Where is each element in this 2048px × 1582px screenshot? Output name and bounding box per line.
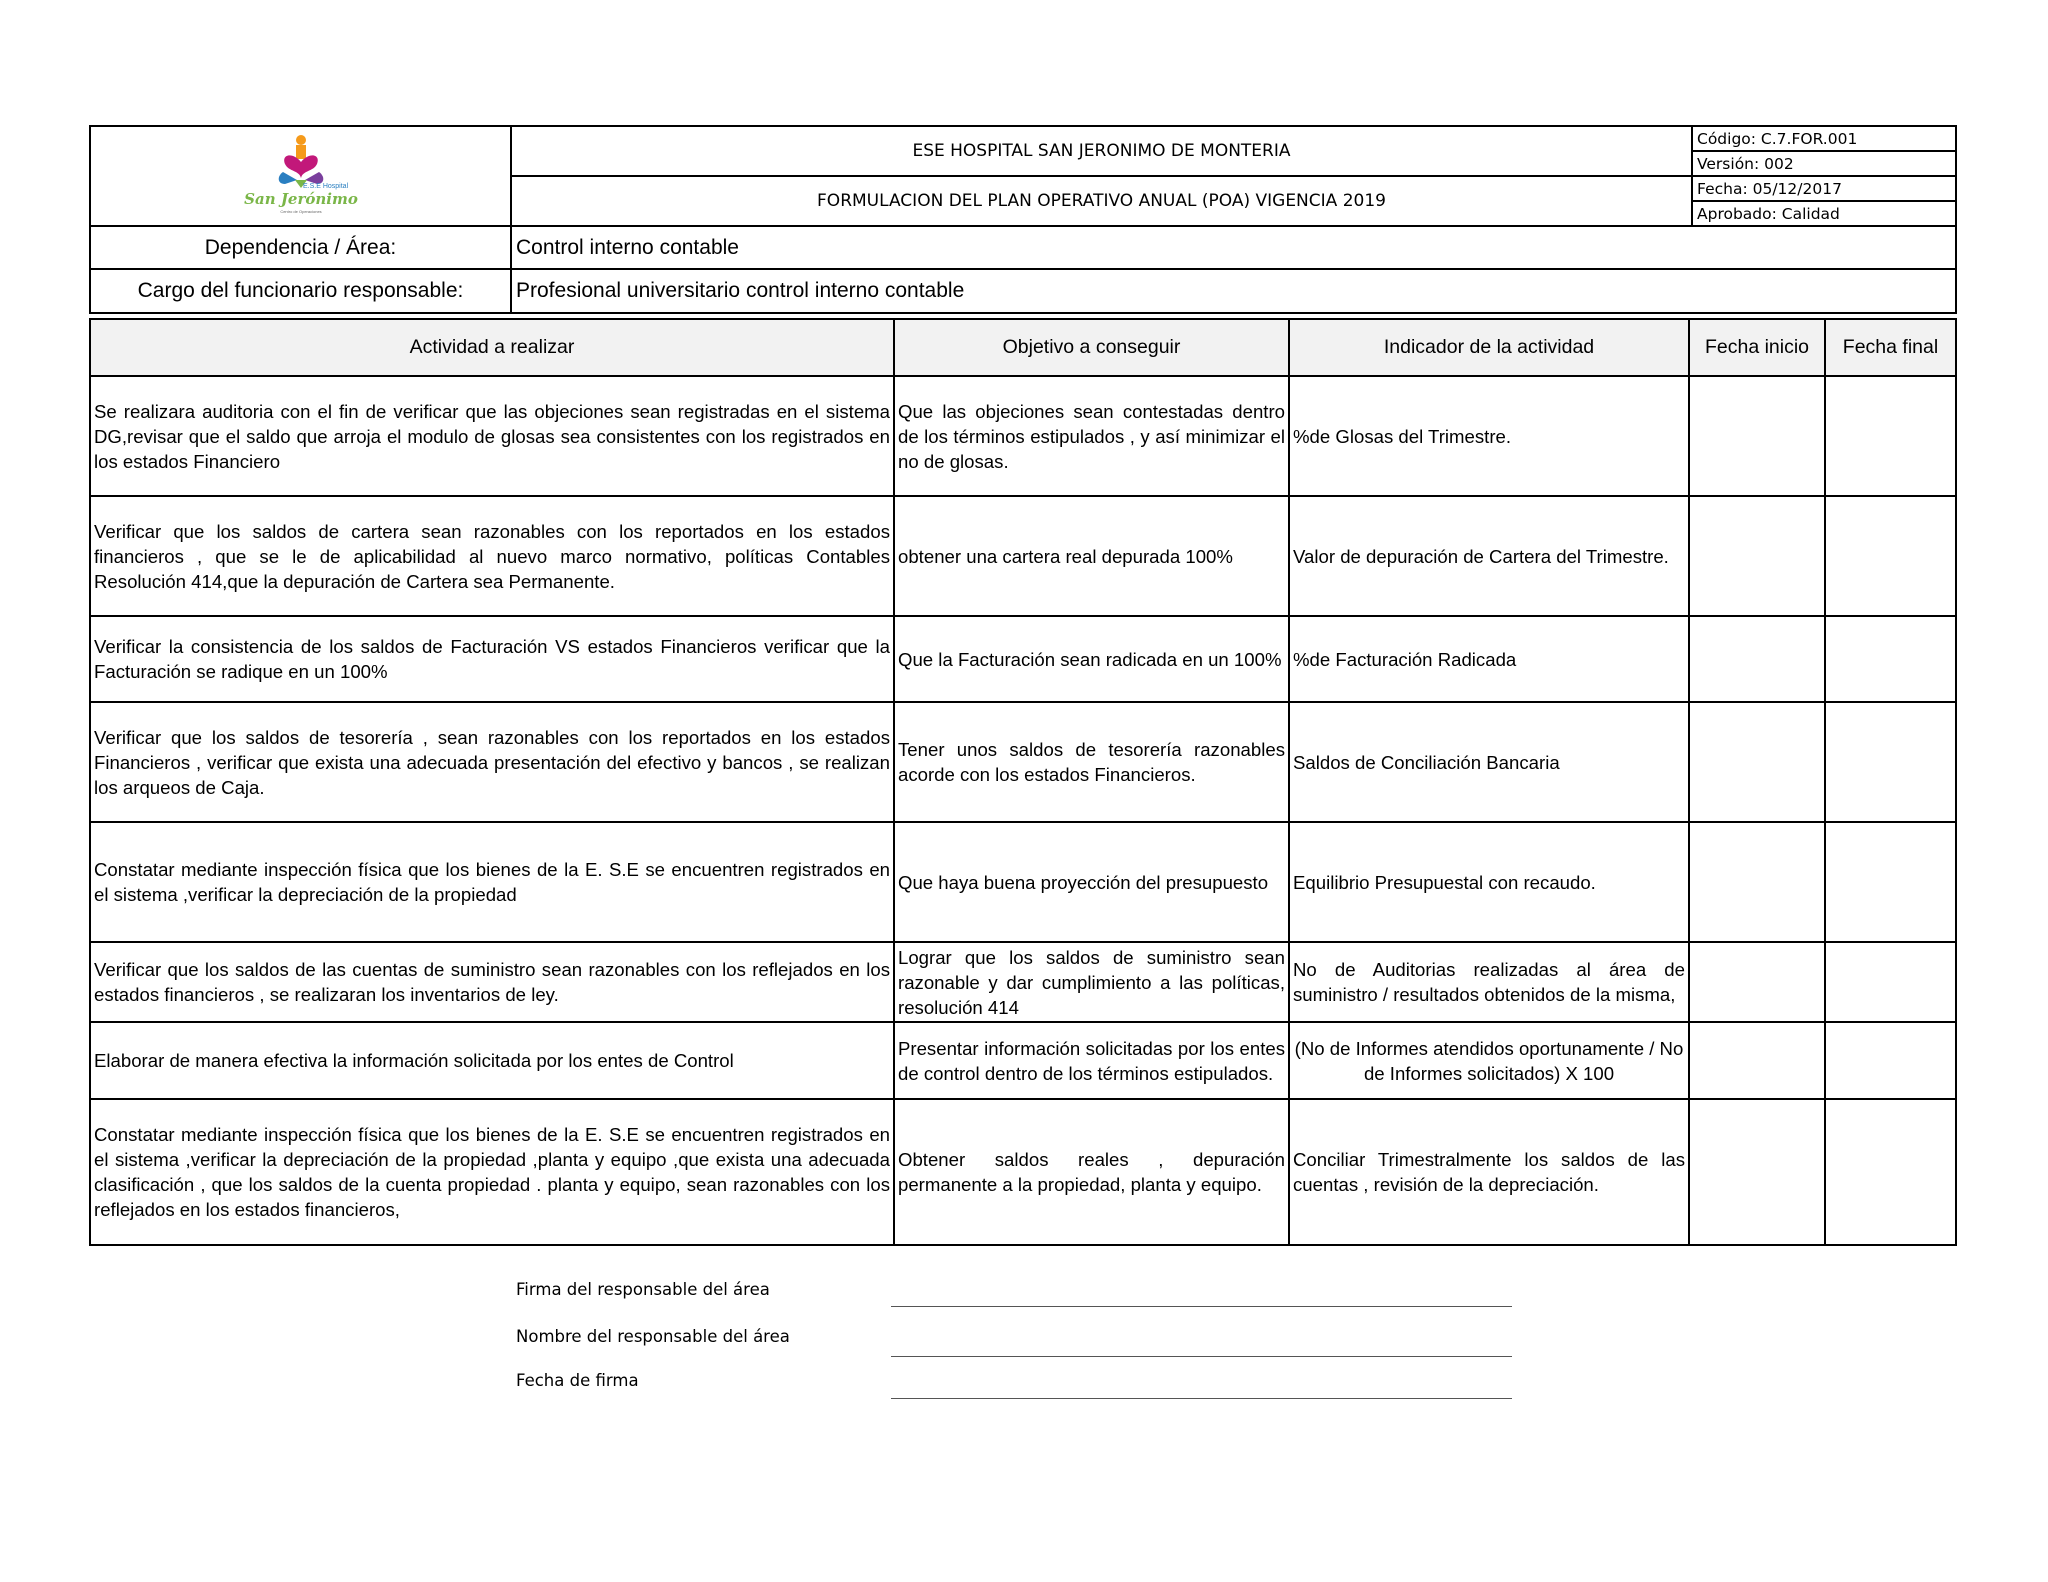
logo-line-1: E.S.E Hospital <box>302 182 348 190</box>
cell-indicador: Equilibrio Presupuestal con recaudo. <box>1289 822 1689 942</box>
cell-indicador: No de Auditorias realizadas al área de suministro / resultados obtenidos de la misma, <box>1289 942 1689 1022</box>
table-row <box>90 1099 1956 1245</box>
column-header-fecha-inicio: Fecha inicio <box>1689 319 1825 376</box>
cell-fecha-final[interactable] <box>1825 702 1956 822</box>
table-row <box>90 616 1956 702</box>
cell-actividad: Verificar que los saldos de las cuentas de suministro sean razonables con los reflejados en los estados financieros , se realizaran los inventarios de ley. <box>90 942 894 1022</box>
cell-fecha-inicio[interactable] <box>1689 1022 1825 1099</box>
cell-actividad: Verificar que los saldos de cartera sean razonables con los reportados en los estados financieros , que se le de aplicabilidad al nuevo marco normativo, políticas Contables Resolución 414,que la depuración de Cartera sea Permanente. <box>90 496 894 616</box>
cell-fecha-final[interactable] <box>1825 942 1956 1022</box>
table-row <box>90 702 1956 822</box>
table-header-row <box>90 319 1956 376</box>
cell-indicador: Conciliar Trimestralmente los saldos de las cuentas , revisión de la depreciación. <box>1289 1099 1689 1245</box>
cell-fecha-inicio[interactable] <box>1689 616 1825 702</box>
cell-indicador: Saldos de Conciliación Bancaria <box>1289 702 1689 822</box>
cell-actividad: Elaborar de manera efectiva la información solicitada por los entes de Control <box>90 1022 894 1099</box>
cell-objetivo: Que haya buena proyección del presupuesto <box>894 822 1289 942</box>
cell-fecha-inicio[interactable] <box>1689 1099 1825 1245</box>
hospital-logo <box>90 126 511 226</box>
cell-fecha-inicio[interactable] <box>1689 376 1825 496</box>
cell-indicador: (No de Informes atendidos oportunamente / No de Informes solicitados) X 100 <box>1289 1022 1689 1099</box>
form-date: Fecha: 05/12/2017 <box>1692 176 1956 201</box>
cell-actividad: Verificar que los saldos de tesorería , sean razonables con los reportados en los estados Financieros , verificar que exista una adecuada presentación del efectivo y bancos , se realizan los arqueos de Caja. <box>90 702 894 822</box>
cell-objetivo: Que las objeciones sean contestadas dentro de los términos estipulados , y así minimizar el no de glosas. <box>894 376 1289 496</box>
column-header-indicador: Indicador de la actividad <box>1289 319 1689 376</box>
column-header-fecha-final: Fecha final <box>1825 319 1956 376</box>
table-row <box>90 376 1956 496</box>
signature-label-firma: Firma del responsable del área <box>516 1280 770 1299</box>
form-approved: Aprobado: Calidad <box>1692 201 1956 226</box>
table-row <box>90 496 1956 616</box>
cell-fecha-final[interactable] <box>1825 376 1956 496</box>
cell-objetivo: Lograr que los saldos de suministro sean razonable y dar cumplimiento a las políticas, resolución 414 <box>894 942 1289 1022</box>
cell-objetivo: Tener unos saldos de tesorería razonables acorde con los estados Financieros. <box>894 702 1289 822</box>
cell-fecha-inicio[interactable] <box>1689 702 1825 822</box>
dependencia-value: Control interno contable <box>511 226 1956 269</box>
activities-table <box>89 318 1957 1246</box>
cell-fecha-final[interactable] <box>1825 1022 1956 1099</box>
cell-fecha-inicio[interactable] <box>1689 822 1825 942</box>
cell-fecha-final[interactable] <box>1825 616 1956 702</box>
column-header-actividad: Actividad a realizar <box>90 319 894 376</box>
cell-objetivo: Que la Facturación sean radicada en un 100% <box>894 616 1289 702</box>
institution-name: ESE HOSPITAL SAN JERONIMO DE MONTERIA <box>511 126 1692 176</box>
cell-actividad: Constatar mediante inspección física que los bienes de la E. S.E se encuentren registrados en el sistema ,verificar la depreciación de la propiedad ,planta y equipo ,que exista una adecuada clasificación , que los saldos de la cuenta propiedad . planta y equipo, sean razonables con los reflejados en los estados financieros, <box>90 1099 894 1245</box>
form-code: Código: C.7.FOR.001 <box>1692 126 1956 151</box>
signature-label-fecha: Fecha de firma <box>516 1371 639 1390</box>
table-row <box>90 942 1956 1022</box>
cell-fecha-inicio[interactable] <box>1689 942 1825 1022</box>
cargo-label: Cargo del funcionario responsable: <box>90 269 511 313</box>
cell-actividad: Verificar la consistencia de los saldos de Facturación VS estados Financieros verificar que la Facturación se radique en un 100% <box>90 616 894 702</box>
table-row <box>90 1022 1956 1099</box>
form-version: Versión: 002 <box>1692 151 1956 176</box>
cell-fecha-final[interactable] <box>1825 822 1956 942</box>
table-row <box>90 822 1956 942</box>
cell-objetivo: Presentar información solicitadas por los entes de control dentro de los términos estipulados. <box>894 1022 1289 1099</box>
cell-indicador: Valor de depuración de Cartera del Trimestre. <box>1289 496 1689 616</box>
cell-actividad: Constatar mediante inspección física que los bienes de la E. S.E se encuentren registrados en el sistema ,verificar la depreciación de la propiedad <box>90 822 894 942</box>
signature-line-fecha[interactable] <box>891 1398 1512 1399</box>
form-title: FORMULACION DEL PLAN OPERATIVO ANUAL (POA) VIGENCIA 2019 <box>511 176 1692 226</box>
cell-indicador: %de Glosas del Trimestre. <box>1289 376 1689 496</box>
cell-fecha-final[interactable] <box>1825 1099 1956 1245</box>
cell-indicador: %de Facturación Radicada <box>1289 616 1689 702</box>
cell-objetivo: obtener una cartera real depurada 100% <box>894 496 1289 616</box>
cargo-value: Profesional universitario control interno contable <box>511 269 1956 313</box>
signature-label-nombre: Nombre del responsable del área <box>516 1327 790 1346</box>
form-header <box>89 125 1957 314</box>
dependencia-label: Dependencia / Área: <box>90 226 511 269</box>
cell-actividad: Se realizara auditoria con el fin de verificar que las objeciones sean registradas en el sistema DG,revisar que el saldo que arroja el modulo de glosas sea consistentes con los registrados en los estados Financiero <box>90 376 894 496</box>
signature-line-nombre[interactable] <box>891 1356 1512 1357</box>
column-header-objetivo: Objetivo a conseguir <box>894 319 1289 376</box>
cell-fecha-inicio[interactable] <box>1689 496 1825 616</box>
hospital-logo-icon <box>241 132 361 216</box>
cell-objetivo: Obtener saldos reales , depuración permanente a la propiedad, planta y equipo. <box>894 1099 1289 1245</box>
logo-line-2: San Jerónimo <box>243 189 358 208</box>
logo-line-3: Centro de Operaciones <box>279 208 322 214</box>
cell-fecha-final[interactable] <box>1825 496 1956 616</box>
signature-line-firma[interactable] <box>891 1306 1512 1307</box>
